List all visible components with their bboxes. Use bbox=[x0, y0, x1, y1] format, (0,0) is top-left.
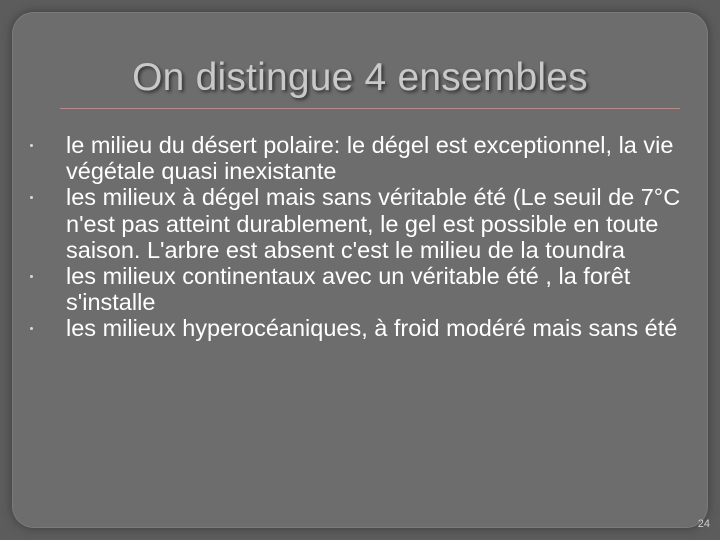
bullet-item bbox=[22, 132, 692, 184]
page-number: 24 bbox=[697, 518, 710, 530]
bullet-text: les milieux continentaux avec un véritable été , la forêt s'installe bbox=[66, 263, 631, 316]
bullet-item bbox=[22, 263, 692, 315]
bullet-list bbox=[22, 132, 692, 342]
title-underline bbox=[60, 108, 680, 109]
slide-title: On distingue 4 ensembles bbox=[132, 56, 588, 99]
bullet-text: le milieu du désert polaire: le dégel est exceptionnel, la vie végétale quasi inexistante bbox=[66, 132, 674, 185]
bullet-text: les milieux à dégel mais sans véritable été (Le seuil de 7°C n'est pas atteint durablement, le gel est possible en toute saison. L'arbre est absent c'est le milieu de la toundra bbox=[66, 184, 681, 263]
bullet-dot-icon bbox=[30, 196, 33, 199]
bullet-item bbox=[22, 184, 692, 263]
bullet-item bbox=[22, 315, 692, 341]
bullet-dot-icon bbox=[30, 275, 33, 278]
bullet-dot-icon bbox=[30, 144, 33, 147]
bullet-text: les milieux hyperocéaniques, à froid modéré mais sans été bbox=[66, 315, 678, 342]
bullet-dot-icon bbox=[30, 327, 33, 330]
